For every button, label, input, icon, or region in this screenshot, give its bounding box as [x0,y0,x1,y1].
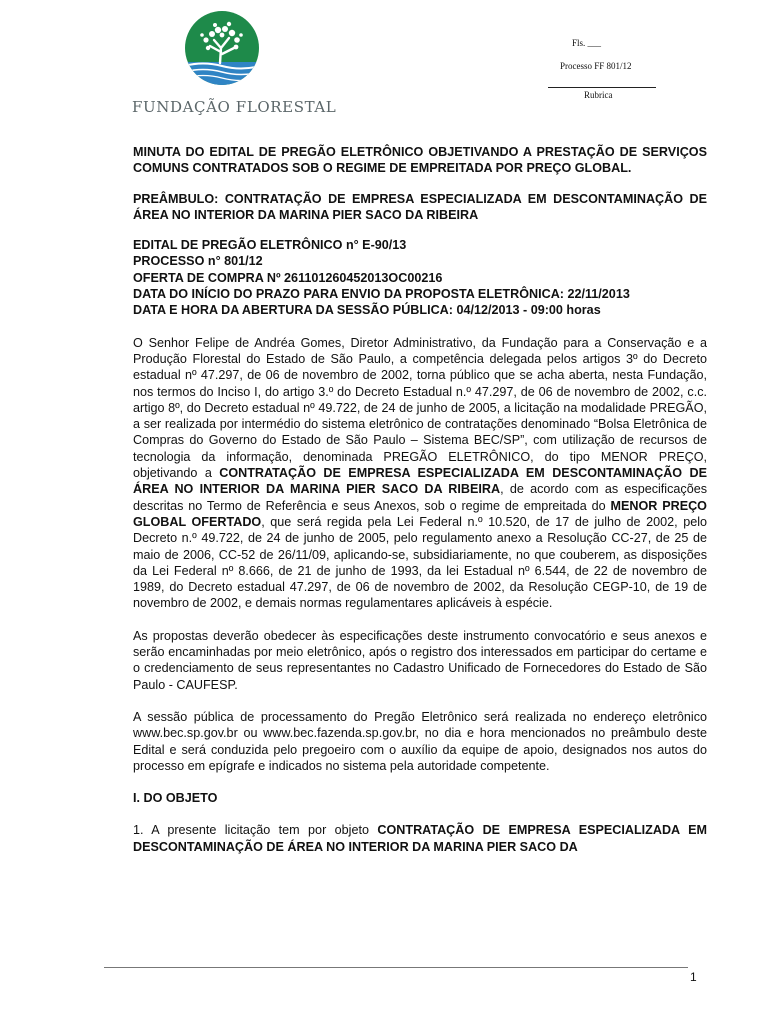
document-title: MINUTA DO EDITAL DE PREGÃO ELETRÔNICO OBJETIVANDO A PRESTAÇÃO DE SERVIÇOS COMUNS CONTRATADOS SOB O REGIME DE EMPREITADA POR PREÇO GLOBAL. [133,145,707,176]
paragraph-intro [133,335,707,612]
purchase-offer-number: OFERTA DE COMPRA Nº 261101260452013OC00216 [133,270,443,285]
process-stamp [548,38,666,100]
session-opening-date: DATA E HORA DA ABERTURA DA SESSÃO PÚBLICA: 04/12/2013 - 09:00 horas [133,303,601,318]
paragraph-session: A sessão pública de processamento do Pregão Eletrônico será realizada no endereço eletrônico www.bec.sp.gov.br ou www.bec.fazenda.sp.gov.br, no dia e hora mencionados no preâmbulo deste Edital e será conduzida pelo pregoeiro com o auxílio da equipe de apoio, designados nos autos do processo em epígrafe e indicados no sistema pela autoridade competente. [133,709,707,773]
proposal-start-date: DATA DO INÍCIO DO PRAZO PARA ENVIO DA PROPOSTA ELETRÔNICA: 22/11/2013 [133,287,630,302]
paragraph-proposals: As propostas deverão obedecer às especificações deste instrumento convocatório e seus anexos e serão encaminhadas por meio eletrônico, após o registro dos interessados em participar do certame e o credenciamento de seus representantes no Cadastro Unificado de Fornecedores do Estado de São Paulo - CAUFESP. [133,628,707,692]
tree-emblem-icon [184,10,260,86]
rubrica-signature-line [548,87,656,88]
intro-object-bold: CONTRATAÇÃO DE EMPRESA ESPECIALIZADA EM DESCONTAMINAÇÃO DE ÁREA NO INTERIOR DA MARINA PIER SACO DA RIBEIRA [133,466,707,497]
section-heading-objeto: I. DO OBJETO [133,791,218,806]
process-number: PROCESSO n° 801/12 [133,254,263,269]
edital-details [133,237,707,318]
intro-text-c: , de acordo com as especificações descritas no Termo de Referência e seus Anexos, sob o regime de empreitada do [133,482,707,513]
fls-field: Fls. ___ [572,38,602,48]
organization-name: FUNDAÇÃO FLORESTAL [132,98,337,116]
intro-regime-bold: MENOR PREÇO GLOBAL OFERTADO [133,498,707,529]
document-body [133,144,707,855]
preamble: PREÂMBULO: CONTRATAÇÃO DE EMPRESA ESPECIALIZADA EM DESCONTAMINAÇÃO DE ÁREA NO INTERIOR DA MARINA PIER SACO DA RIBEIRA [133,191,707,222]
intro-text-e: , que será regida pela Lei Federal n.º 10.520, de 17 de julho de 2002, pelo Decreto n.º 49.722, de 24 de junho de 2005, pelo regulamento anexo a Resolução CC-27, de 25 de maio de 2006, CC-52 de 26/11/09, aplicando-se, subsidiariamente, no que couberem, as disposições da Lei Federal nº 8.666, de 21 de junho de 1993, da lei Estadual nº 6.544, de 22 de novembro de 1989, do Decreto estadual 47.297, de 06 de novembro de 2002, da Resolução CEGP-10, de 19 de novembro de 2002, e demais normas regulamentares aplicáveis à espécie. [133,514,708,611]
footer-divider [104,967,688,968]
page-number: 1 [690,970,697,984]
item-1-text: 1. A presente licitação tem por objeto [133,823,378,838]
processo-field: Processo FF 801/12 [560,61,632,71]
intro-text-a: O Senhor Felipe de Andréa Gomes, Diretor Administrativo, da Fundação para a Conservação e a Produção Florestal do Estado de São Paulo, a competência delegada pelos artigos 3º do Decreto estadual nº 47.297, de 06 de novembro de 2002, torna público que se acha aberta, nesta Fundação, nos termos do Inciso I, do artigo 3.º do Decreto Estadual n.º 47.297, de 06 de novembro de 2002, c.c. artigo 8º, do Decreto estadual nº 49.722, de 24 de junho de 2005, a licitação na modalidade PREGÃO, a ser realizada por intermédio do sistema eletrônico de contratações denominado “Bolsa Eletrônica de Compras do Governo do Estado de São Paulo – Sistema BEC/SP”, com utilização de recursos de tecnologia da informação, denominada PREGÃO ELETRÔNICO, do tipo MENOR PREÇO, objetivando a [133,335,707,481]
item-1-object-bold: CONTRATAÇÃO DE EMPRESA ESPECIALIZADA EM DESCONTAMINAÇÃO DE ÁREA NO INTERIOR DA MARINA PIER SACO DA [133,823,707,854]
fundacao-florestal-logo [132,10,337,116]
rubrica-label: Rubrica [584,90,613,100]
edital-number: EDITAL DE PREGÃO ELETRÔNICO n° E-90/13 [133,238,407,253]
item-1 [133,822,707,855]
